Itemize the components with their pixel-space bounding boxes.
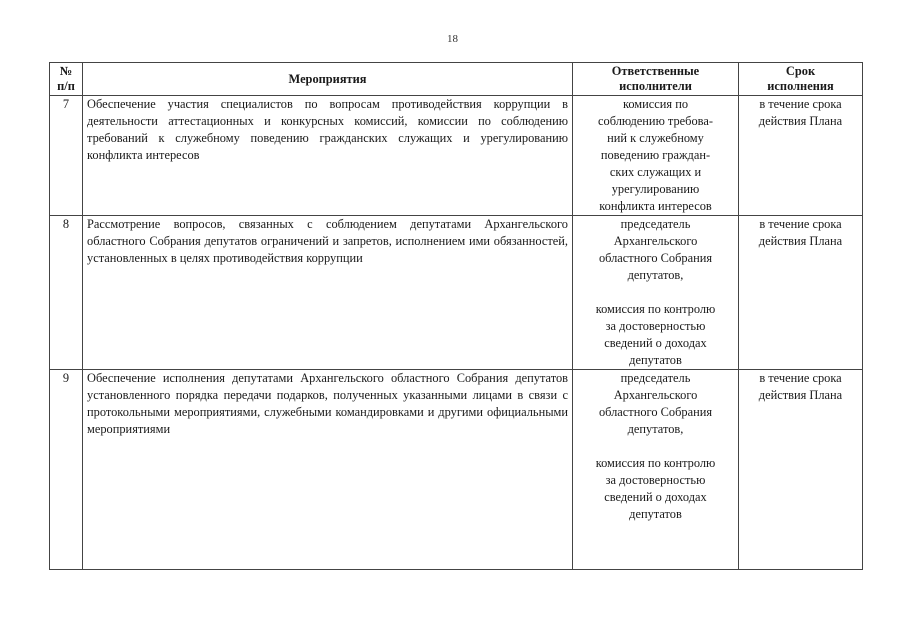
table-row xyxy=(50,216,863,370)
row-executors: комиссия по соблюдению требова- ний к служебному поведению граждан- ских служащих и урегулированию конфликта интересов xyxy=(573,96,739,216)
header-term: Срок исполнения xyxy=(739,63,863,96)
executors-spacer xyxy=(577,438,734,455)
table-header-row xyxy=(50,63,863,96)
row-number: 9 xyxy=(50,370,83,570)
row-event: Обеспечение исполнения депутатами Архангельского областного Собрания депутатов установленного порядка передачи подарков, полученных указанными лицами в связи с протокольными мероприятиями, служебными командировками и другими официальными мероприятиями xyxy=(83,370,573,570)
row-number: 7 xyxy=(50,96,83,216)
row-number: 8 xyxy=(50,216,83,370)
row-term: в течение срока действия Плана xyxy=(739,216,863,370)
row-term: в течение срока действия Плана xyxy=(739,96,863,216)
page-number: 18 xyxy=(447,33,458,45)
row-event: Обеспечение участия специалистов по вопросам противодействия коррупции в деятельности аттестационных и конкурсных комиссий, комиссии по соблюдению требований к служебному поведению гражданских служащих и урегулированию конфликта интересов xyxy=(83,96,573,216)
header-event: Мероприятия xyxy=(83,63,573,96)
row-event: Рассмотрение вопросов, связанных с соблюдением депутатами Архангельского областного Собрания депутатов ограничений и запретов, исполнением ими обязанностей, установленных в целях противодействия коррупции xyxy=(83,216,573,370)
header-number: № п/п xyxy=(50,63,83,96)
row-executors: председатель Архангельского областного Собрания депутатов, комиссия по контролю за достоверностью сведений о доходах депутатов xyxy=(573,216,739,370)
table-row xyxy=(50,370,863,570)
table-row xyxy=(50,96,863,216)
row-executors: председатель Архангельского областного Собрания депутатов, комиссия по контролю за достоверностью сведений о доходах депутатов xyxy=(573,370,739,570)
activities-table xyxy=(49,62,863,570)
header-executors: Ответственные исполнители xyxy=(573,63,739,96)
row-term: в течение срока действия Плана xyxy=(739,370,863,570)
executors-spacer xyxy=(577,284,734,301)
